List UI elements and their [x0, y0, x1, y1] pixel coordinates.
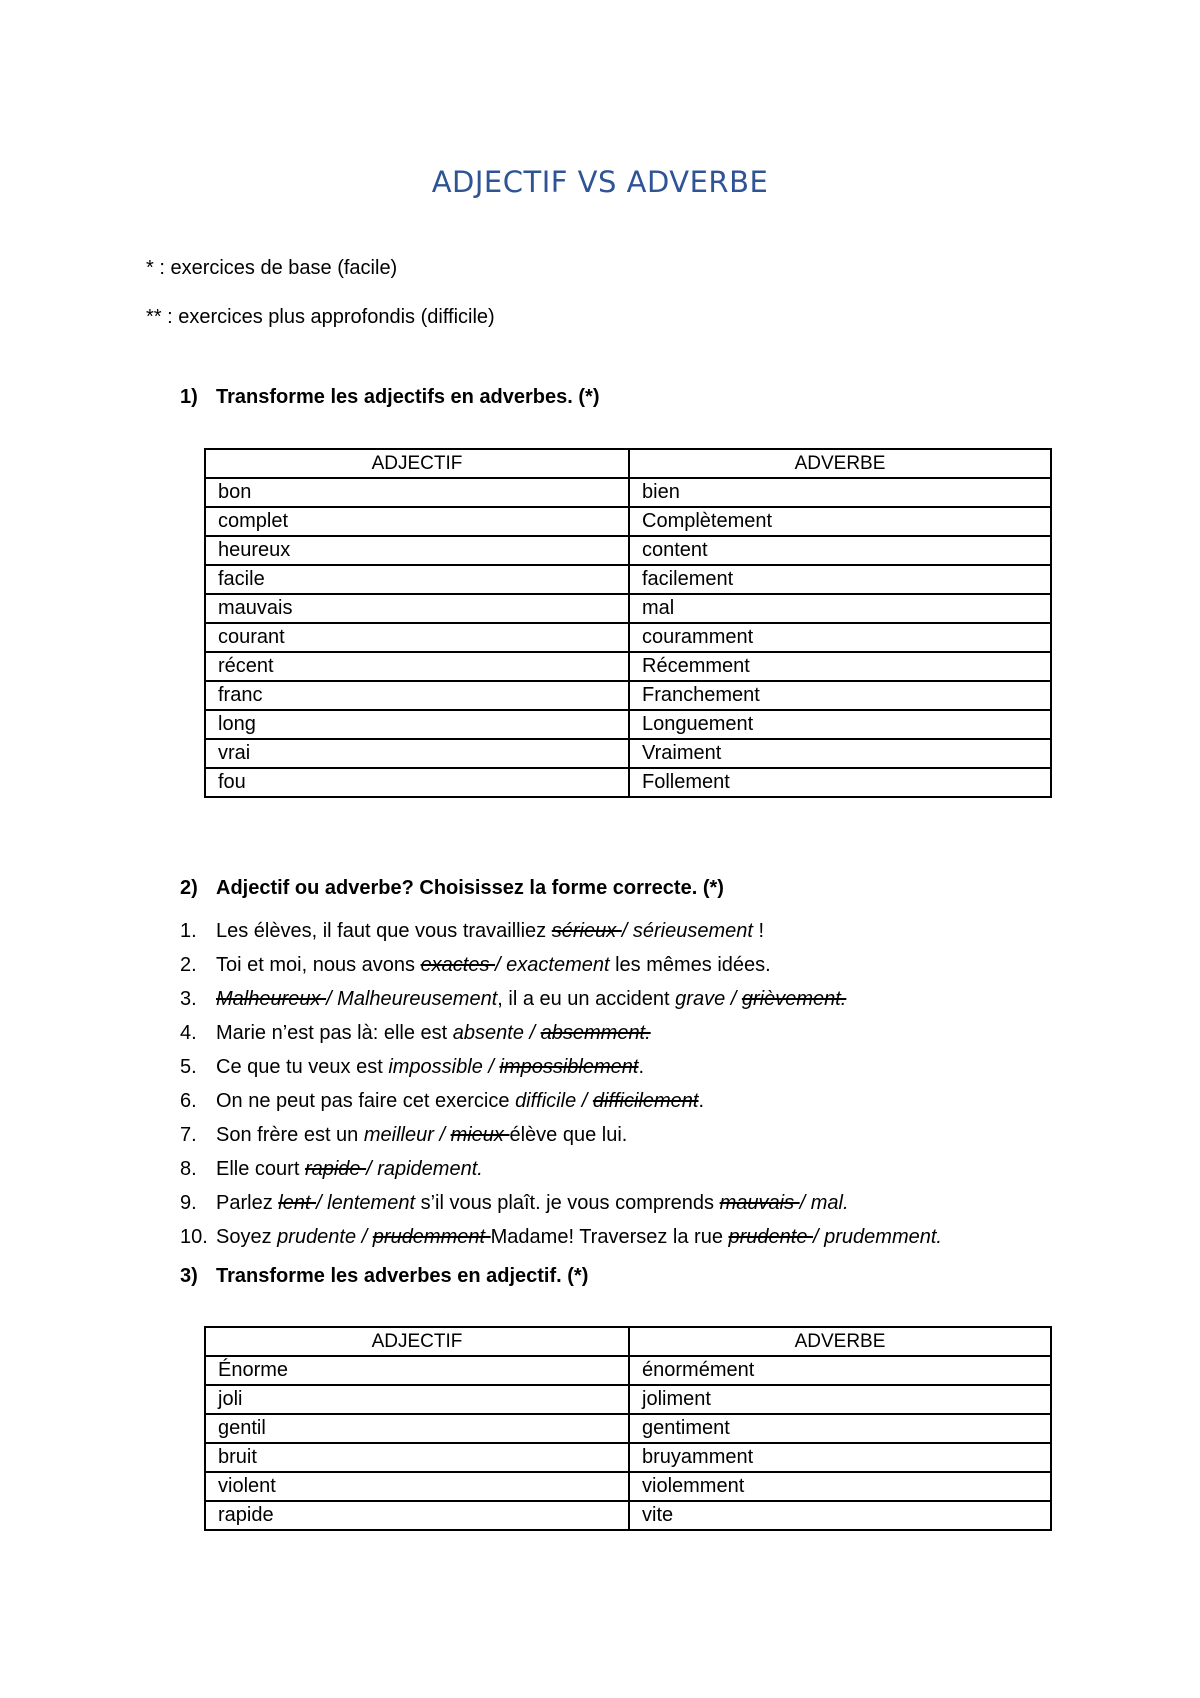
adjective-cell: violent	[205, 1472, 629, 1501]
exercise-item	[180, 1187, 942, 1221]
column-header: ADJECTIF	[205, 449, 629, 478]
exercise-item	[180, 1153, 942, 1187]
adverb-cell: bruyamment	[629, 1443, 1051, 1472]
table-row	[205, 1385, 1051, 1414]
exercise-item	[180, 1119, 942, 1153]
adjective-cell: gentil	[205, 1414, 629, 1443]
adjective-cell: long	[205, 710, 629, 739]
sentence-text: , il a eu un accident	[497, 988, 676, 1010]
adjective-cell: Énorme	[205, 1356, 629, 1385]
adjective-cell: franc	[205, 681, 629, 710]
adjective-adverb-table-1	[204, 448, 1052, 798]
chosen-option: / mal.	[799, 1192, 849, 1214]
table-row	[205, 1414, 1051, 1443]
adverb-cell: couramment	[629, 623, 1051, 652]
sentence-text: .	[638, 1056, 644, 1078]
struck-option: prudemment	[372, 1226, 491, 1248]
sentence-text: Les élèves, il faut que vous travailliez	[216, 920, 552, 942]
exercise-number: 1.	[180, 920, 197, 942]
section-number: 3)	[180, 1265, 198, 1287]
chosen-option: difficile /	[515, 1090, 593, 1112]
struck-option: mieux	[450, 1124, 510, 1146]
legend-basic: * : exercices de base (facile)	[146, 257, 398, 279]
exercise-item	[180, 1017, 942, 1051]
sentence-text: Parlez	[216, 1192, 279, 1214]
section-1-heading	[180, 386, 600, 409]
section-number: 2)	[180, 877, 198, 899]
adjective-cell: bruit	[205, 1443, 629, 1472]
table-row	[205, 536, 1051, 565]
struck-option: absemment.	[540, 1022, 651, 1044]
adverb-cell: Vraiment	[629, 739, 1051, 768]
sentence-text: Elle court	[216, 1158, 305, 1180]
table-row	[205, 1501, 1051, 1530]
chosen-option: / sérieusement	[621, 920, 759, 942]
exercise-number: 7.	[180, 1124, 197, 1146]
exercise-item	[180, 949, 942, 983]
exercise-number: 3.	[180, 988, 197, 1010]
section-title: Transforme les adverbes en adjectif. (*)	[216, 1265, 589, 1287]
chosen-option: / rapidement.	[366, 1158, 483, 1180]
table-row	[205, 768, 1051, 797]
exercise-number: 9.	[180, 1192, 197, 1214]
adjective-cell: fou	[205, 768, 629, 797]
struck-option: sérieux	[551, 920, 622, 942]
sentence-text: Madame! Traversez la rue	[490, 1226, 729, 1248]
page-title: ADJECTIF VS ADVERBE	[431, 165, 769, 199]
chosen-option: / exactement	[495, 954, 616, 976]
chosen-option: absente /	[452, 1022, 541, 1044]
adjective-cell: joli	[205, 1385, 629, 1414]
sentence-text: Toi et moi, nous avons	[216, 954, 421, 976]
struck-option: difficilement	[592, 1090, 699, 1112]
column-header: ADVERBE	[629, 1327, 1051, 1356]
adjective-cell: rapide	[205, 1501, 629, 1530]
adverb-cell: facilement	[629, 565, 1051, 594]
section-number: 1)	[180, 386, 198, 408]
sentence-text: On ne peut pas faire cet exercice	[216, 1090, 516, 1112]
adverb-cell: Récemment	[629, 652, 1051, 681]
table-row	[205, 1443, 1051, 1472]
exercise-number: 6.	[180, 1090, 197, 1112]
adverb-cell: Longuement	[629, 710, 1051, 739]
table-header-row	[205, 449, 1051, 478]
exercise-item	[180, 1085, 942, 1119]
adjective-cell: vrai	[205, 739, 629, 768]
section-3-heading	[180, 1265, 588, 1288]
table-row	[205, 507, 1051, 536]
sentence-text: Ce que tu veux est	[216, 1056, 389, 1078]
struck-option: lent	[278, 1192, 317, 1214]
adverb-cell: Complètement	[629, 507, 1051, 536]
sentence-text: Soyez	[216, 1226, 278, 1248]
chosen-option: meilleur /	[363, 1124, 451, 1146]
adverb-cell: Franchement	[629, 681, 1051, 710]
table-row	[205, 594, 1051, 623]
sentence-text: .	[698, 1090, 705, 1112]
table-row	[205, 623, 1051, 652]
chosen-option: / lentement	[316, 1192, 421, 1214]
adjective-cell: bon	[205, 478, 629, 507]
struck-option: rapide	[304, 1158, 367, 1180]
adjective-adverb-table-2	[204, 1326, 1052, 1531]
chosen-option: grave /	[675, 988, 742, 1010]
exercise-item	[180, 915, 942, 949]
adjective-cell: complet	[205, 507, 629, 536]
chosen-option: / prudemment.	[813, 1226, 942, 1248]
section-2-heading	[180, 877, 724, 900]
table-row	[205, 681, 1051, 710]
exercise-number: 10.	[180, 1226, 208, 1248]
adverb-cell: Follement	[629, 768, 1051, 797]
chosen-option: / Malheureusement	[326, 988, 498, 1010]
adjective-cell: facile	[205, 565, 629, 594]
exercise-list	[180, 915, 942, 1255]
sentence-text: les mêmes idées.	[615, 954, 771, 976]
table-row	[205, 565, 1051, 594]
exercise-item	[180, 1221, 942, 1255]
adjective-cell: mauvais	[205, 594, 629, 623]
exercise-item	[180, 983, 942, 1017]
table-row	[205, 1356, 1051, 1385]
table-row	[205, 710, 1051, 739]
struck-option: Malheureux	[216, 988, 327, 1010]
sentence-text: !	[758, 920, 765, 942]
struck-option: exactes	[420, 954, 496, 976]
struck-option: impossiblement	[499, 1056, 639, 1078]
adverb-cell: énormément	[629, 1356, 1051, 1385]
adverb-cell: gentiment	[629, 1414, 1051, 1443]
section-title: Adjectif ou adverbe? Choisissez la forme correcte. (*)	[216, 877, 724, 899]
adjective-cell: heureux	[205, 536, 629, 565]
chosen-option: impossible /	[388, 1056, 500, 1078]
column-header: ADJECTIF	[205, 1327, 629, 1356]
adverb-cell: violemment	[629, 1472, 1051, 1501]
table-header-row	[205, 1327, 1051, 1356]
struck-option: mauvais	[719, 1192, 800, 1214]
table-row	[205, 739, 1051, 768]
adverb-cell: content	[629, 536, 1051, 565]
sentence-text: Marie n’est pas là: elle est	[216, 1022, 453, 1044]
adjective-cell: courant	[205, 623, 629, 652]
section-title: Transforme les adjectifs en adverbes. (*)	[216, 386, 600, 408]
column-header: ADVERBE	[629, 449, 1051, 478]
exercise-number: 2.	[180, 954, 197, 976]
exercise-number: 8.	[180, 1158, 197, 1180]
exercise-number: 4.	[180, 1022, 197, 1044]
struck-option: prudente	[728, 1226, 814, 1248]
sentence-text: élève que lui.	[509, 1124, 628, 1146]
adverb-cell: joliment	[629, 1385, 1051, 1414]
chosen-option: prudente /	[277, 1226, 373, 1248]
exercise-number: 5.	[180, 1056, 197, 1078]
struck-option: grièvement.	[741, 988, 847, 1010]
table-row	[205, 478, 1051, 507]
sentence-text: s’il vous plaît. je vous comprends	[420, 1192, 720, 1214]
table-row	[205, 652, 1051, 681]
adverb-cell: bien	[629, 478, 1051, 507]
table-row	[205, 1472, 1051, 1501]
adverb-cell: mal	[629, 594, 1051, 623]
legend-advanced: ** : exercices plus approfondis (difficile)	[146, 306, 495, 328]
adverb-cell: vite	[629, 1501, 1051, 1530]
adjective-cell: récent	[205, 652, 629, 681]
exercise-item	[180, 1051, 942, 1085]
sentence-text: Son frère est un	[216, 1124, 364, 1146]
